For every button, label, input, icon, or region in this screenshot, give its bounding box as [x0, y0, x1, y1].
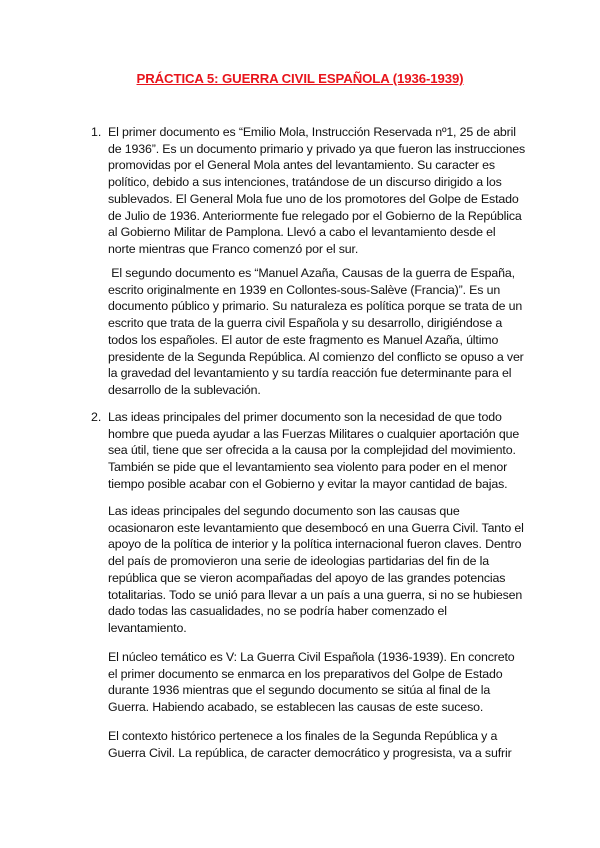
text-line: presidente de la Segunda República. Al comienzo del conflicto se opuso a ver: [108, 349, 524, 364]
text-line: el primer documento se enmarca en los preparativos del Golpe de Estado: [108, 666, 503, 681]
text-line: El núcleo temático es V: La Guerra Civil Española (1936-1939). En concreto: [108, 650, 515, 664]
text-line: documento público y primario. Su naturaleza es política porque se trata de un: [108, 299, 523, 314]
text-line: dado todas las casualidades, no se podría haber comenzado el: [108, 604, 447, 619]
text-line: Guerra. Habiendo acabado, se establecen las causas de este suceso.: [108, 700, 484, 715]
text-line: Las ideas principales del primer documento son la necesidad de que todo: [108, 410, 502, 424]
text-line: norte mientras que Franco comenzó por el sur.: [108, 241, 359, 256]
text-line: El segundo documento es “Manuel Azaña, Causas de la guerra de España,: [108, 266, 515, 280]
text-line: ocasionaron este levantamiento que desembocó en una Guerra Civil. Tanto el: [108, 520, 524, 535]
text-line: sea útil, tiene que ser ofrecida a la causa por la complejidad del movimiento.: [108, 443, 516, 458]
paragraph-main-ideas-first: [108, 409, 530, 493]
text-line: El contexto histórico pertenece a los finales de la Segunda República y a: [108, 729, 498, 743]
paragraph-main-ideas-second: [108, 503, 530, 637]
text-line: sublevados. El General Mola fue uno de los promotores del Golpe de Estado: [108, 191, 519, 206]
text-line: de 1936”. Es un documento primario y privado ya que fueron las instrucciones: [108, 141, 526, 156]
page-title: PRÁCTICA 5: GUERRA CIVIL ESPAÑOLA (1936-1939): [136, 71, 464, 86]
text-line: durante 1936 mientras que el segundo documento se sitúa al final de la: [108, 683, 491, 698]
text-line: levantamiento.: [108, 620, 187, 635]
text-line: político, debido a sus intenciones, tratándose de un discurso dirigido a los: [108, 175, 502, 190]
list-number-1: 1.: [91, 125, 102, 139]
list-number-2: 2.: [91, 410, 102, 424]
text-line: al Gobierno Militar de Pamplona. Llevó a cabo el levantamiento desde el: [108, 225, 496, 240]
paragraph-first-document: [108, 124, 530, 258]
text-line: escrito que trata de la guerra civil Española y su desarrollo, dirigiéndose a: [108, 316, 503, 331]
text-line: de Julio de 1936. Anteriormente fue relegado por el Gobierno de la República: [108, 208, 522, 223]
text-line: totalitarias. Todo se unió para llevar a un país a una guerra, si no se hubiesen: [108, 587, 523, 602]
text-line: El primer documento es “Emilio Mola, Instrucción Reservada nº1, 25 de abril: [108, 125, 516, 139]
text-line: Las ideas principales del segundo documento son las causas que: [108, 504, 460, 518]
text-line: escrito originalmente en 1939 en Collontes-sous-Salève (Francia)”. Es un: [108, 282, 501, 297]
paragraph-historical-context: [108, 728, 530, 761]
text-line: hombre que pueda ayudar a las Fuerzas Militares o cualquier aportación que: [108, 426, 520, 441]
text-line: del país de promovieron una serie de ideologias partidarias del fin de la: [108, 554, 489, 569]
text-line: república que se vieron acompañadas del apoyo de las grandes potencias: [108, 570, 506, 585]
text-line: tiempo posible acabar con el Gobierno y evitar la mayor cantidad de bajas.: [108, 476, 508, 491]
paragraph-thematic-core: [108, 649, 530, 716]
text-line: También se pide que el levantamiento sea violento para poder en el menor: [108, 460, 508, 475]
text-line: promovidas por el General Mola antes del levantamiento. Su caracter es: [108, 158, 495, 173]
paragraph-second-document: [108, 265, 530, 399]
text-line: la gravedad del levantamiento y su tardía reacción fue determinante para el: [108, 366, 512, 381]
text-line: todos los españoles. El autor de este fragmento es Manuel Azaña, último: [108, 332, 499, 347]
text-line: apoyo de la política de interior y la política internacional fueron claves. Dentro: [108, 537, 522, 552]
text-line: Guerra Civil. La república, de caracter democrático y progresista, va a sufrir: [108, 745, 512, 760]
text-line: desarrollo de la sublevación.: [108, 382, 261, 397]
